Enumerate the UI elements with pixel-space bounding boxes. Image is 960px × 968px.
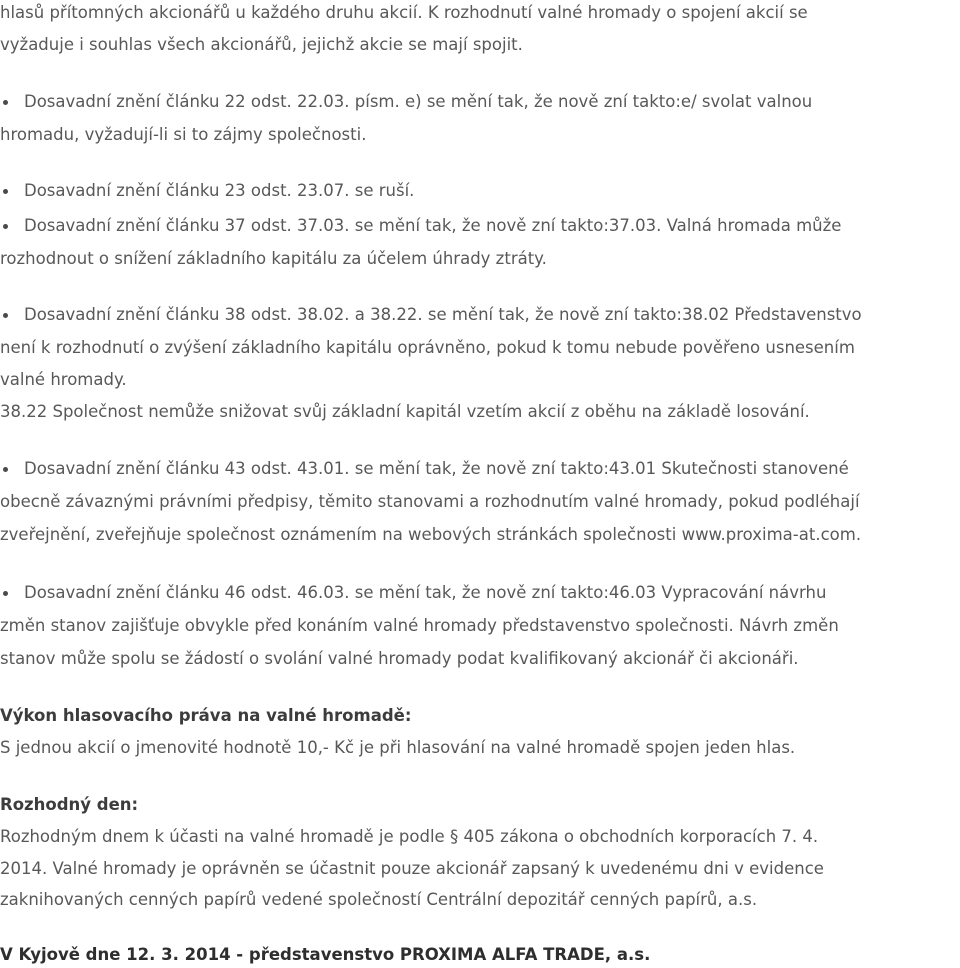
record-date-line-2: 2014. Valné hromady je oprávněn se účastnit pouze akcionář zapsaný k uvedenému dni v evidence: [0, 859, 824, 878]
bullet-icon: [3, 224, 8, 229]
article-46-line-1: Dosavadní znění článku 46 odst. 46.03. se mění tak, že nově zní takto:46.03 Vypracování návrhu: [24, 583, 827, 602]
article-43-line-2: obecně závaznými právními předpisy, těmito stanovami a rozhodnutím valné hromady, pokud podléhají: [0, 492, 860, 511]
article-38-line-1: Dosavadní znění článku 38 odst. 38.02. a 38.22. se mění tak, že nově zní takto:38.02 Představenstvo: [24, 305, 862, 324]
signature-line: V Kyjově dne 12. 3. 2014 - představenstvo PROXIMA ALFA TRADE, a.s.: [0, 945, 651, 964]
article-38-line-2: není k rozhodnutí o zvýšení základního kapitálu oprávněno, pokud k tomu nebude pověřeno usnesením: [0, 338, 855, 357]
intro-line-2: vyžaduje i souhlas všech akcionářů, jejichž akcie se mají spojit.: [0, 35, 523, 54]
record-date-heading: Rozhodný den:: [0, 795, 139, 814]
article-46-line-3: stanov může spolu se žádostí o svolání valné hromady podat kvalifikovaný akcionář či akcionáři.: [0, 649, 799, 668]
article-38-line-4: 38.22 Společnost nemůže snižovat svůj základní kapitál vzetím akcií z oběhu na základě losování.: [0, 402, 810, 421]
bullet-icon: [3, 313, 8, 318]
article-43-line-1: Dosavadní znění článku 43 odst. 43.01. se mění tak, že nově zní takto:43.01 Skutečnosti stanovené: [24, 459, 849, 478]
voting-heading: Výkon hlasovacího práva na valné hromadě:: [0, 706, 412, 725]
record-date-line-1: [0, 826, 818, 848]
article-38-line-3: valné hromady.: [0, 370, 127, 389]
voting-text: S jednou akcií o jmenovité hodnotě 10,- Kč je při hlasování na valné hromadě spojen jeden hlas.: [0, 738, 796, 757]
article-22-line-2: hromadu, vyžadují-li si to zájmy společnosti.: [0, 125, 367, 144]
article-46-line-2: změn stanov zajišťuje obvykle před konáním valné hromady představenstvo společnosti. Návrh změn: [0, 616, 839, 635]
article-23-line-1: Dosavadní znění článku 23 odst. 23.07. se ruší.: [24, 181, 415, 200]
article-37-line-2: rozhodnout o snížení základního kapitálu za účelem úhrady ztráty.: [0, 249, 547, 268]
section-sign-icon: §: [449, 827, 459, 846]
record-date-line-1-start: Rozhodným dnem k účasti na valné hromadě je podle: [0, 827, 450, 846]
record-date-line-3: zaknihovaných cenných papírů vedené společností Centrální depozitář cenných papírů, a.s.: [0, 890, 758, 909]
bullet-icon: [3, 591, 8, 596]
bullet-icon: [3, 189, 8, 194]
article-43-line-3: zveřejnění, zveřejňuje společnost oznámením na webových stránkách společnosti www.proxima-at.com.: [0, 525, 862, 544]
intro-line-1: hlasů přítomných akcionářů u každého druhu akcií. K rozhodnutí valné hromady o spojení akcií se: [0, 3, 808, 22]
article-22-line-1: Dosavadní znění článku 22 odst. 22.03. písm. e) se mění tak, že nově zní takto:e/ svolat valnou: [24, 92, 813, 111]
bullet-icon: [3, 100, 8, 105]
article-37-line-1: Dosavadní znění článku 37 odst. 37.03. se mění tak, že nově zní takto:37.03. Valná hromada může: [24, 216, 842, 235]
bullet-icon: [3, 467, 8, 472]
record-date-line-1-end: 405 zákona o obchodních korporacích 7. 4.: [458, 827, 819, 846]
